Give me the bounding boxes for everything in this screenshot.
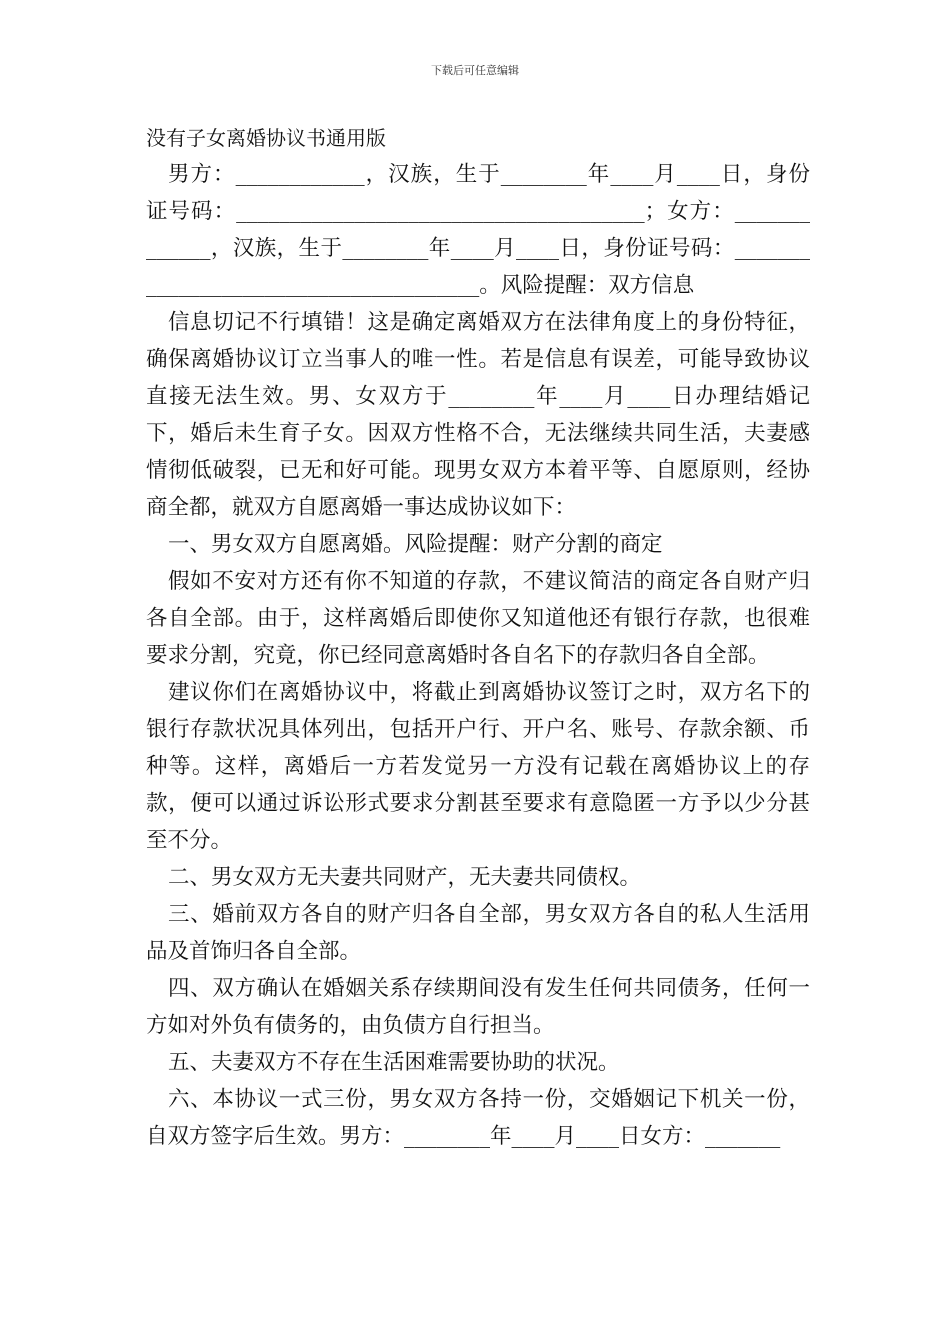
party-info-paragraph: 男方：____________，汉族，生于________年____月____日，身份证号码：______________________________________；女方：_____________，汉族，生于________年____月____日，身份证号码：______________________________________。风险提醒：双方信息 — [146, 162, 810, 298]
marriage-background-paragraph: 信息切记不行填错！这是确定离婚双方在法律角度上的身份特征，确保离婚协议订立当事人的唯一性。若是信息有误差，可能导致协议直接无法生效。男、女双方于________年____月____日办理结婚记下，婚后未生育子女。因双方性格不合，无法继续共同生活，夫妻感情彻低破裂，已无和好可能。现男女双方本着平等、自愿原则，经协商全都，就双方自愿离婚一事达成协议如下： — [146, 310, 810, 520]
clause-6-paragraph: 六、本协议一式三份，男女双方各持一份，交婚姻记下机关一份，自双方签字后生效。男方：________年____月____日女方：_______ — [146, 1087, 810, 1149]
clause-5-paragraph: 五、夫妻双方不存在生活困难需要协助的状况。 — [168, 1050, 620, 1075]
document-title: 没有子女离婚协议书通用版 — [146, 126, 386, 150]
risk-advice-paragraph: 建议你们在离婚协议中，将截止到离婚协议签订之时，双方名下的银行存款状况具体列出，包括开户行、开户名、账号、存款余额、币种等。这样，离婚后一方若发觉另一方没有记载在离婚协议上的存款，便可以通过诉讼形式要求分割甚至要求有意隐匿一方予以少分甚至不分。 — [146, 680, 810, 853]
clause-2-paragraph: 二、男女双方无夫妻共同财产，无夫妻共同债权。 — [168, 865, 642, 890]
header-note: 下载后可任意编辑 — [431, 64, 519, 77]
clause-1-paragraph: 一、男女双方自愿离婚。风险提醒：财产分割的商定 — [168, 532, 663, 557]
document-body — [146, 120, 810, 1155]
clause-3-paragraph: 三、婚前双方各自的财产归各自全部，男女双方各自的私人生活用品及首饰归各自全部。 — [146, 902, 810, 964]
clause-4-paragraph: 四、双方确认在婚姻关系存续期间没有发生任何共同债务，任何一方如对外负有债务的，由负债方自行担当。 — [146, 976, 810, 1038]
risk-savings-paragraph: 假如不安对方还有你不知道的存款，不建议简洁的商定各自财产归各自全部。由于，这样离婚后即使你又知道他还有银行存款，也很难要求分割，究竟，你已经同意离婚时各自名下的存款归各自全部。 — [146, 569, 810, 668]
